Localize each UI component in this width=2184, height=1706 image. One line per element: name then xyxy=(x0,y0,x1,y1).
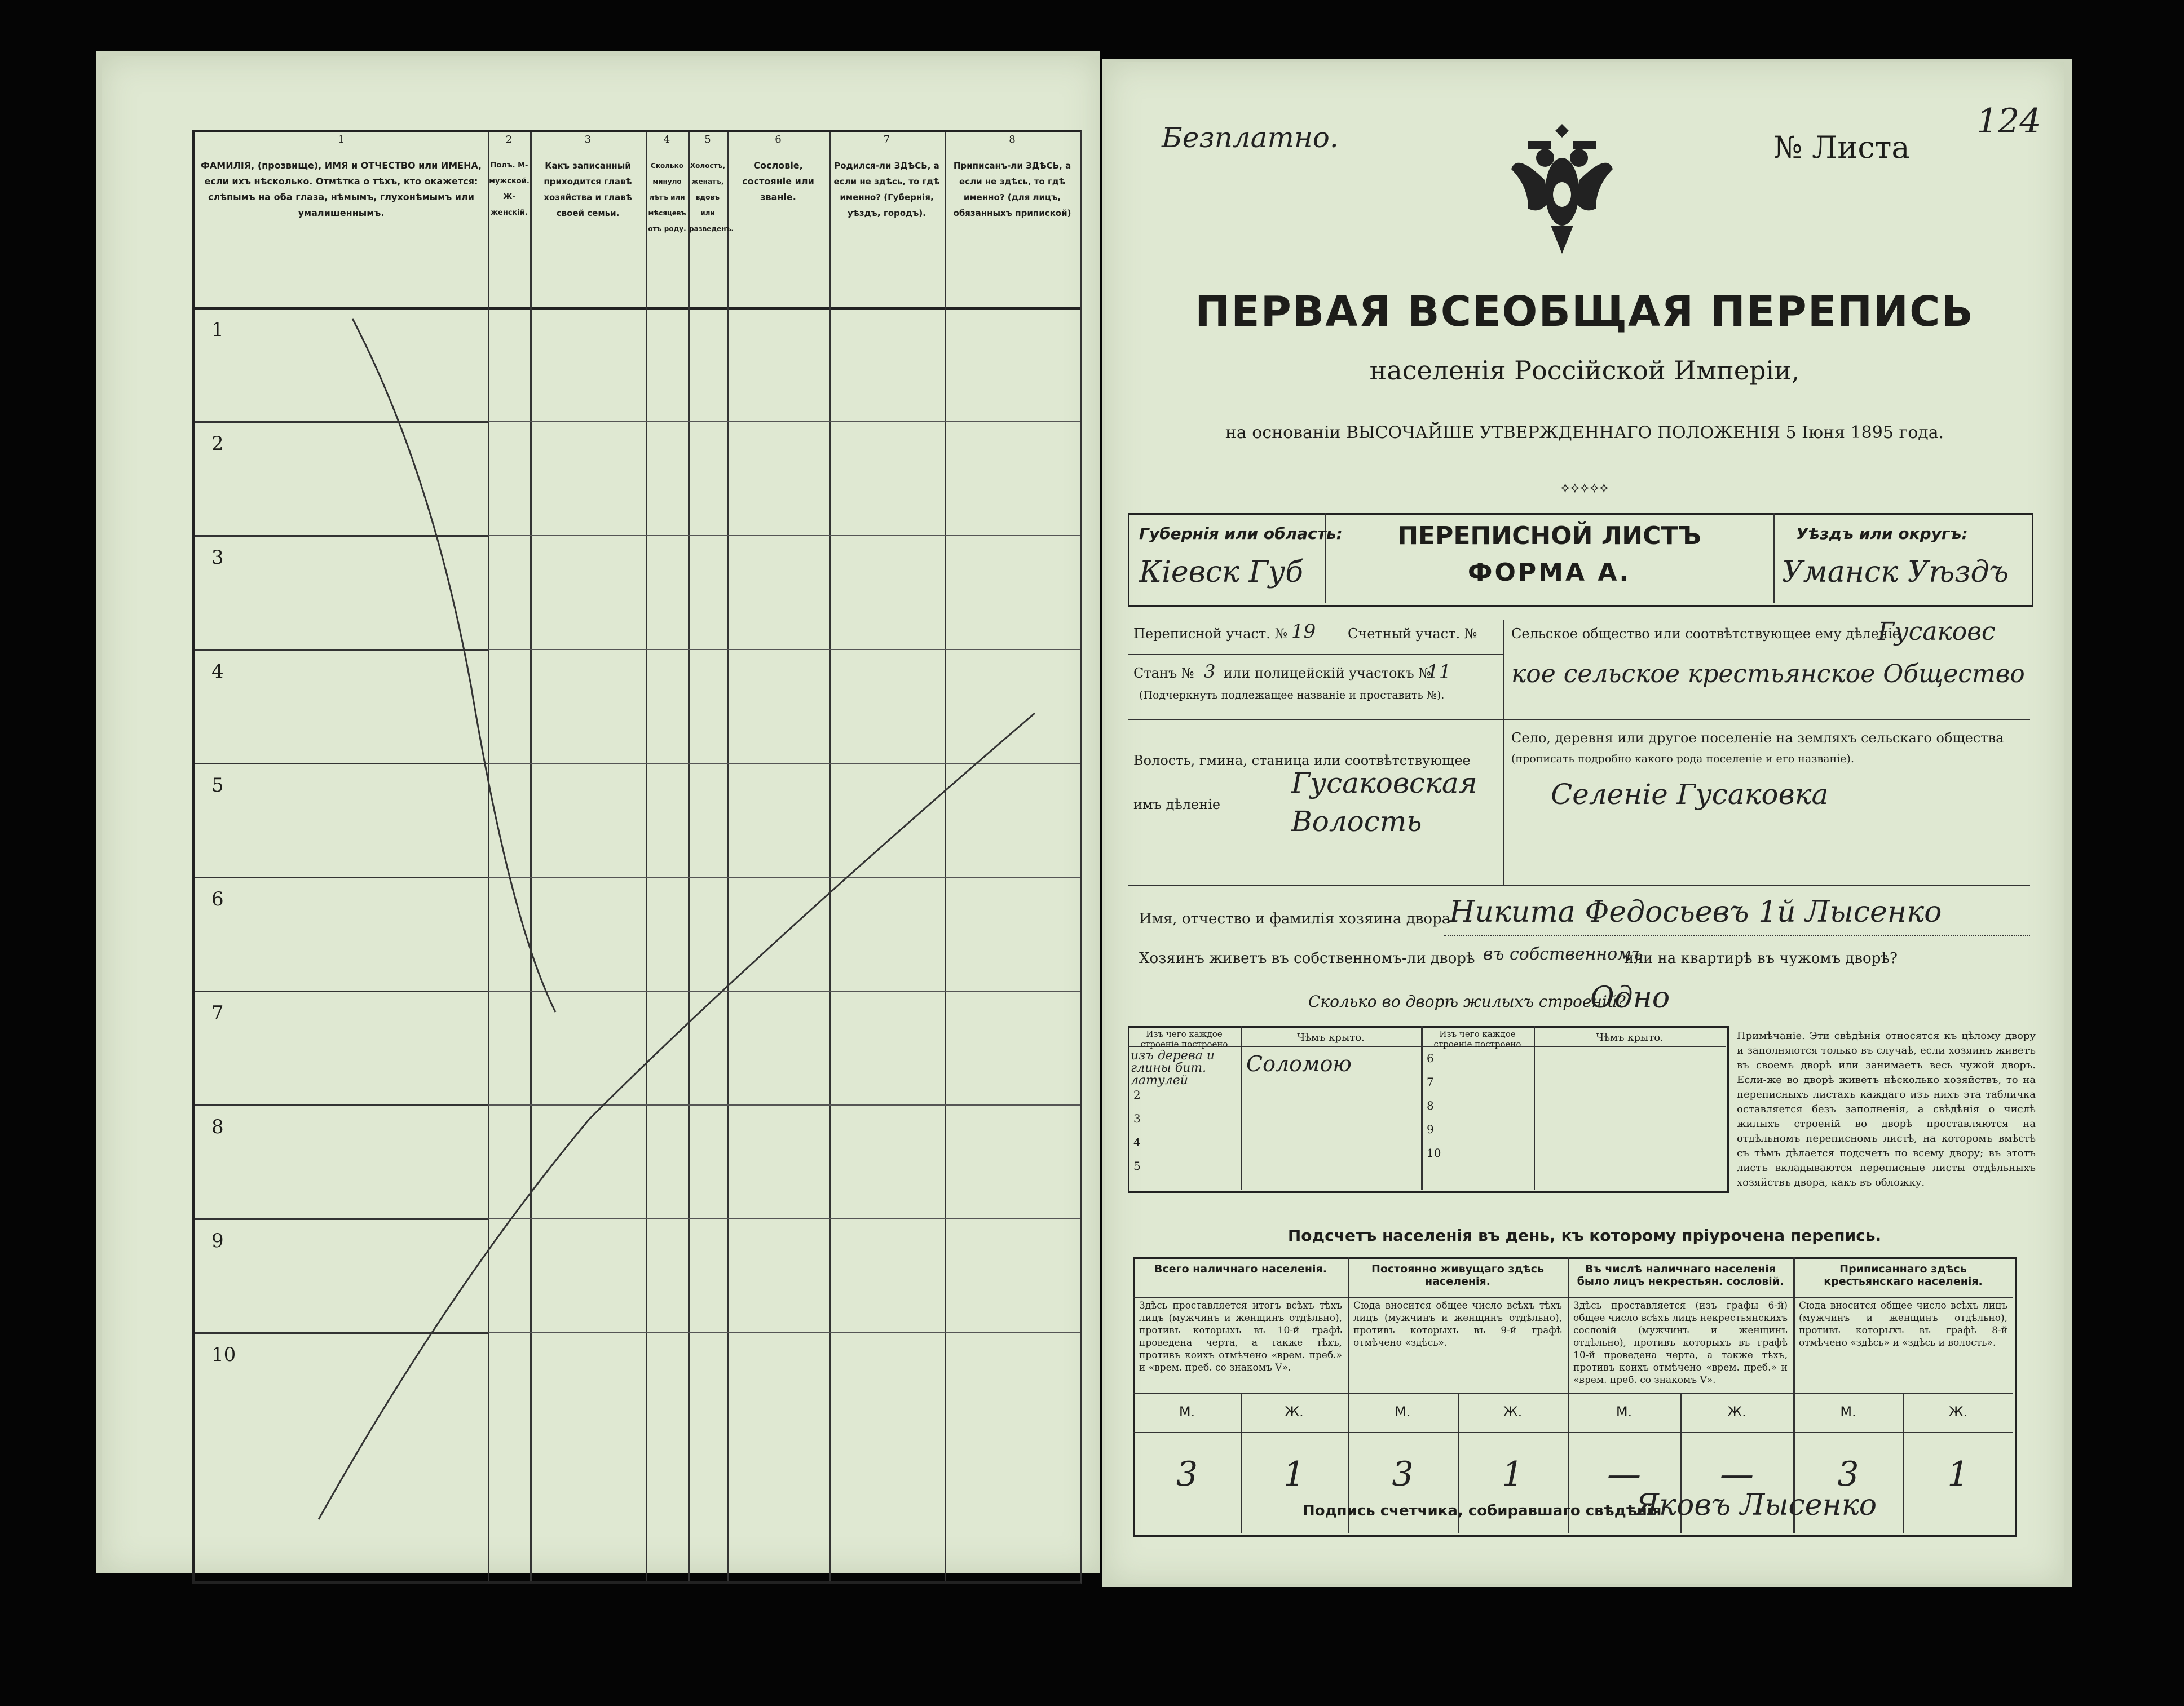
divider xyxy=(1128,719,1503,720)
village-note: (прописать подробно какого рода поселеніе и его названіе). xyxy=(1511,753,1854,765)
left-page xyxy=(102,56,1100,1573)
document-subtitle: населенія Россійской Имперіи, xyxy=(1369,355,1800,386)
divider xyxy=(1421,1026,1423,1190)
buildings-roof-header: Чѣмъ крыто. xyxy=(1297,1032,1365,1044)
row-number: 8 xyxy=(211,1116,224,1138)
count-value: 3 xyxy=(1837,1455,1859,1494)
female-label: Ж. xyxy=(1948,1404,1968,1420)
pencil-strike-lines xyxy=(195,132,1080,1581)
column-number: 1 xyxy=(338,134,345,145)
column-header-birthplace: Родился-ли ЗДѢСЬ, а если не здѣсь, то гдѣ именно? (Губернія, уѣздъ, городъ). xyxy=(833,161,940,218)
building-row-number: 3 xyxy=(1133,1112,1141,1125)
count-col-title: Постоянно живущаго здѣсь населенія. xyxy=(1371,1263,1545,1288)
divider xyxy=(1128,654,1503,655)
male-label: М. xyxy=(1395,1404,1411,1420)
volost-label: Волость, гмина, станица или соотвѣтствующее имъ дѣленіе xyxy=(1133,753,1471,812)
column-header-sex: Полъ. М-мужской. Ж-женскій. xyxy=(489,161,530,217)
stan-value: 3 xyxy=(1204,661,1216,682)
police-label: или полицейскій участокъ № xyxy=(1224,665,1432,681)
census-district-label: Переписной участ. № xyxy=(1133,626,1288,642)
row-number: 2 xyxy=(211,432,224,455)
column-header-age: Сколько минуло лѣтъ или мѣсяцевъ отъ роду. xyxy=(648,162,686,233)
owner-dotline xyxy=(1444,935,2030,936)
count-col-desc: Здѣсь проставляется (изъ графы 6-й) общее число всѣхъ лицъ некрестьянскихъ сословій (мужчинъ и женщинъ отдѣльно), противъ которыхъ въ графѣ 10-й проведена черта, а также тѣхъ, противъ коихъ отмѣчено «врем. преб.» и «врем. преб. со знакомъ V». xyxy=(1573,1300,1788,1386)
male-label: М. xyxy=(1840,1404,1856,1420)
row-number: 5 xyxy=(211,774,224,797)
owner-label: Имя, отчество и фамилія хозяина двора xyxy=(1139,911,1451,927)
building-roof-value: Соломою xyxy=(1246,1051,1352,1076)
count-value: 3 xyxy=(1392,1455,1414,1494)
column-number: 2 xyxy=(505,134,513,145)
column-number: 6 xyxy=(775,134,782,145)
right-page xyxy=(1105,62,2064,1584)
ornament-divider: ⟡⟡⟡⟡⟡ xyxy=(1560,479,1609,496)
society-value-1: Гусаковс xyxy=(1878,617,1996,646)
building-row-number: 5 xyxy=(1133,1159,1141,1173)
count-value: 1 xyxy=(1947,1455,1969,1494)
column-header-registered: Приписанъ-ли ЗДѢСЬ, а если не здѣсь, то гдѣ именно? (для лицъ, обязанныхъ припиской) xyxy=(953,161,1071,218)
column-number: 4 xyxy=(663,134,670,145)
row-number: 3 xyxy=(211,546,224,569)
count-col-title: Приписаннаго здѣсь крестьянскаго населенія. xyxy=(1824,1263,1983,1288)
count-col-title: Всего наличнаго населенія. xyxy=(1154,1263,1327,1275)
row-number: 1 xyxy=(211,319,224,341)
buildings-value: Одно xyxy=(1590,981,1670,1015)
society-value-2: кое сельское крестьянское Общество xyxy=(1511,660,2025,688)
own-yard-value: въ собственномъ xyxy=(1483,944,1643,964)
row-number: 10 xyxy=(211,1343,236,1366)
column-header-name: ФАМИЛІЯ, (прозвище), ИМЯ и ОТЧЕСТВО или ИМЕНА, если ихъ нѣсколько. Отмѣтка о тѣхъ, кто окажется: слѣпымъ на оба глаза, нѣмымъ, глухонѣмымъ или умалишеннымъ. xyxy=(201,160,482,218)
count-value: 1 xyxy=(1502,1455,1524,1494)
owner-value: Никита Федосьевъ 1й Лысенко xyxy=(1449,895,1942,929)
document-title: ПЕРВАЯ ВСЕОБЩАЯ ПЕРЕПИСЬ xyxy=(1195,288,1974,336)
underline-note: (Подчеркнуть подлежащее названіе и проставить №). xyxy=(1139,689,1445,701)
buildings-material-header: Изъ чего каждое строеніе построено xyxy=(1433,1029,1521,1049)
building-row-number: 7 xyxy=(1427,1075,1434,1089)
divider xyxy=(1133,1297,2013,1298)
census-district-value: 19 xyxy=(1291,620,1316,643)
column-number: 5 xyxy=(704,134,711,145)
count-col-desc: Сюда вносится общее число всѣхъ лицъ (мужчинъ и женщинъ отдѣльно), противъ которыхъ въ графѣ 8-й отмѣчено «здѣсь» и «здѣсь и волость». xyxy=(1799,1300,2007,1349)
divider xyxy=(1133,1393,2013,1394)
building-row-number: 4 xyxy=(1133,1135,1141,1149)
divider xyxy=(1128,885,2030,886)
form-title: ПЕРЕПИСНОЙ ЛИСТЪ xyxy=(1397,521,1701,550)
village-value: Селеніе Гусаковка xyxy=(1551,778,1829,811)
column-number: 8 xyxy=(1009,134,1016,145)
building-row-number: 8 xyxy=(1427,1099,1434,1112)
divider xyxy=(1241,1026,1242,1190)
count-value: 1 xyxy=(1283,1455,1305,1494)
divider xyxy=(1773,513,1775,603)
counting-district-label: Счетный участ. № xyxy=(1348,626,1477,642)
stan-label: Станъ № xyxy=(1133,665,1194,681)
signature-label: Подпись счетчика, собиравшаго свѣдѣнія xyxy=(1303,1502,1662,1519)
row-number: 9 xyxy=(211,1230,224,1252)
count-col-title: Въ числѣ наличнаго населенія было лицъ некрестьян. сословій. xyxy=(1577,1263,1784,1288)
guberniya-value: Кiевск Губ xyxy=(1139,555,1303,589)
buildings-roof-header: Чѣмъ крыто. xyxy=(1596,1032,1664,1044)
police-value: 11 xyxy=(1427,661,1451,683)
volost-value-1: Гусаковская xyxy=(1291,767,1477,799)
building-row-number: 2 xyxy=(1133,1088,1141,1102)
census-table xyxy=(192,130,1082,1584)
buildings-material-header: Изъ чего каждое строеніе построено xyxy=(1140,1029,1228,1049)
count-value: 3 xyxy=(1176,1455,1198,1494)
free-label: Безплатно. xyxy=(1162,121,1339,154)
divider xyxy=(1534,1026,1535,1190)
note-text: Примѣчаніе. Эти свѣдѣнія относятся къ цѣлому двору и заполняются только въ случаѣ, если хозяинъ живетъ въ своемъ дворѣ или занимаетъ весь чужой дворъ. Если-же во дворѣ живетъ нѣсколько хозяйствъ, то на переписныхъ листахъ каждаго изъ нихъ эта табличка оставляется безъ заполненія, а свѣдѣнія о числѣ жилыхъ строеній во дворѣ проставляются на отдѣльномъ переписномъ листѣ, на которомъ вмѣстѣ съ тѣмъ дѣлается подсчетъ по всему двору; въ этотъ листъ вкладываются переписные листы отдѣльныхъ хозяйствъ двора, какъ въ обложку. xyxy=(1737,1030,2036,1188)
buildings-label: Сколько во дворѣ жилыхъ строеній? xyxy=(1308,992,1626,1011)
row-number: 6 xyxy=(211,888,224,911)
count-col-desc: Здѣсь проставляется итогъ всѣхъ тѣхъ лицъ (мужчинъ и женщинъ отдѣльно), противъ которыхъ въ 10-й графѣ проведена черта, а также тѣхъ, противъ коихъ отмѣчено «врем. преб.» и «врем. преб. со знакомъ V». xyxy=(1139,1300,1342,1373)
column-header-estate: Сословіе, состояніе или званіе. xyxy=(742,160,814,202)
divider xyxy=(1503,719,2030,720)
count-value: — xyxy=(1720,1455,1754,1494)
uezd-label: Уѣздъ или округъ: xyxy=(1796,524,1968,543)
uezd-value: Уманск Уѣздъ xyxy=(1782,555,2009,589)
female-label: Ж. xyxy=(1285,1404,1304,1420)
column-header-relation: Какъ записанный приходится главѣ хозяйства и главѣ своей семьи. xyxy=(544,161,632,218)
count-col-desc: Сюда вносится общее число всѣхъ тѣхъ лицъ (мужчинъ и женщинъ отдѣльно), противъ которыхъ въ 9-й графѣ отмѣчено «здѣсь». xyxy=(1353,1300,1562,1349)
building-row-number: 10 xyxy=(1427,1146,1441,1160)
count-title: Подсчетъ населенія въ день, къ которому пріурочена перепись. xyxy=(1287,1226,1882,1245)
building-row-number: 9 xyxy=(1427,1122,1434,1136)
male-label: М. xyxy=(1616,1404,1633,1420)
female-label: Ж. xyxy=(1727,1404,1746,1420)
building-row-number: 6 xyxy=(1427,1051,1434,1065)
own-yard-tail: или на квартирѣ въ чужомъ дворѣ? xyxy=(1624,950,1898,967)
village-label: Село, деревня или другое поселеніе на земляхъ сельскаго общества xyxy=(1511,730,2004,746)
double-headed-eagle-icon xyxy=(1506,118,1618,265)
female-label: Ж. xyxy=(1503,1404,1523,1420)
column-number: 3 xyxy=(584,134,592,145)
sheet-number: 124 xyxy=(1976,101,2041,141)
society-label: Сельское общество или соотвѣтствующее ему дѣленіе xyxy=(1511,626,1900,642)
count-value: — xyxy=(1607,1455,1641,1494)
divider xyxy=(1133,1432,2013,1433)
form-subtitle: ФОРМА А. xyxy=(1467,558,1631,587)
column-number: 7 xyxy=(883,134,890,145)
signature-value: Яковъ Лысенко xyxy=(1635,1488,1877,1522)
document-basis: на основаніи ВЫСОЧАЙШЕ УТВЕРЖДЕННАГО ПОЛОЖЕНІЯ 5 Іюня 1895 года. xyxy=(1225,423,1944,443)
row-number: 4 xyxy=(211,660,224,683)
own-yard-label: Хозяинъ живетъ въ собственномъ-ли дворѣ xyxy=(1139,950,1475,967)
male-label: М. xyxy=(1179,1404,1195,1420)
sheet-number-label: № Листа xyxy=(1773,130,1910,165)
volost-value-2: Волость xyxy=(1291,805,1422,838)
guberniya-label: Губернія или область: xyxy=(1139,524,1343,543)
building-material-value: изъ дерева и глины бит. латулей xyxy=(1131,1049,1215,1088)
divider xyxy=(1503,620,1504,885)
column-header-marital: Холостъ, женатъ, вдовъ или разведенъ. xyxy=(689,162,734,233)
row-number: 7 xyxy=(211,1002,224,1024)
